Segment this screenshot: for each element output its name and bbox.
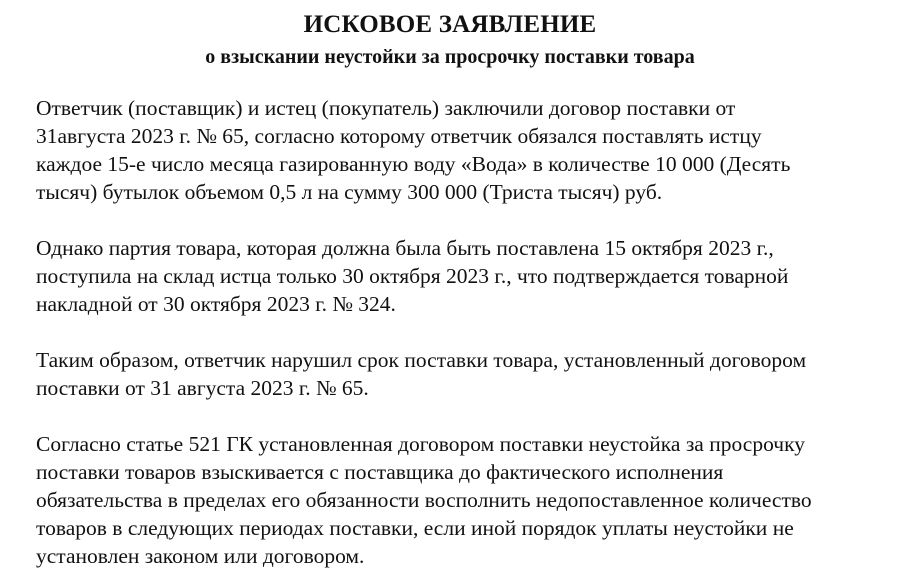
paragraph-line: 31августа 2023 г. № 65, согласно которому ответчик обязался поставлять истцу bbox=[36, 124, 762, 148]
paragraph-line: поставки от 31 августа 2023 г. № 65. bbox=[36, 376, 369, 400]
paragraph-contract bbox=[36, 94, 886, 206]
paragraph-delivery bbox=[36, 234, 886, 318]
paragraph-line: поставки товаров взыскивается с поставщика до фактического исполнения bbox=[36, 460, 724, 484]
paragraph-line: тысяч) бутылок объемом 0,5 л на сумму 300 000 (Триста тысяч) руб. bbox=[36, 180, 663, 204]
paragraph-law bbox=[36, 430, 886, 570]
paragraph-line: Ответчик (поставщик) и истец (покупатель) заключили договор поставки от bbox=[36, 96, 736, 120]
paragraph-line: накладной от 30 октября 2023 г. № 324. bbox=[36, 292, 396, 316]
paragraph-line: Однако партия товара, которая должна была быть поставлена 15 октября 2023 г., bbox=[36, 236, 774, 260]
paragraph-line: установлен законом или договором. bbox=[36, 544, 365, 568]
document-subtitle: о взыскании неустойки за просрочку поставки товара bbox=[205, 46, 695, 68]
paragraph-line: каждое 15-е число месяца газированную воду «Вода» в количестве 10 000 (Десять bbox=[36, 152, 791, 176]
paragraph-line: обязательства в пределах его обязанности восполнить недопоставленное количество bbox=[36, 488, 812, 512]
paragraph-line: товаров в следующих периодах поставки, если иной порядок уплаты неустойки не bbox=[36, 516, 794, 540]
document-title: ИСКОВОЕ ЗАЯВЛЕНИЕ bbox=[303, 11, 597, 38]
paragraph-violation bbox=[36, 346, 886, 402]
paragraph-line: Таким образом, ответчик нарушил срок поставки товара, установленный договором bbox=[36, 348, 807, 372]
paragraph-line: Согласно статье 521 ГК установленная договором поставки неустойка за просрочку bbox=[36, 432, 805, 456]
paragraph-line: поступила на склад истца только 30 октября 2023 г., что подтверждается товарной bbox=[36, 264, 789, 288]
